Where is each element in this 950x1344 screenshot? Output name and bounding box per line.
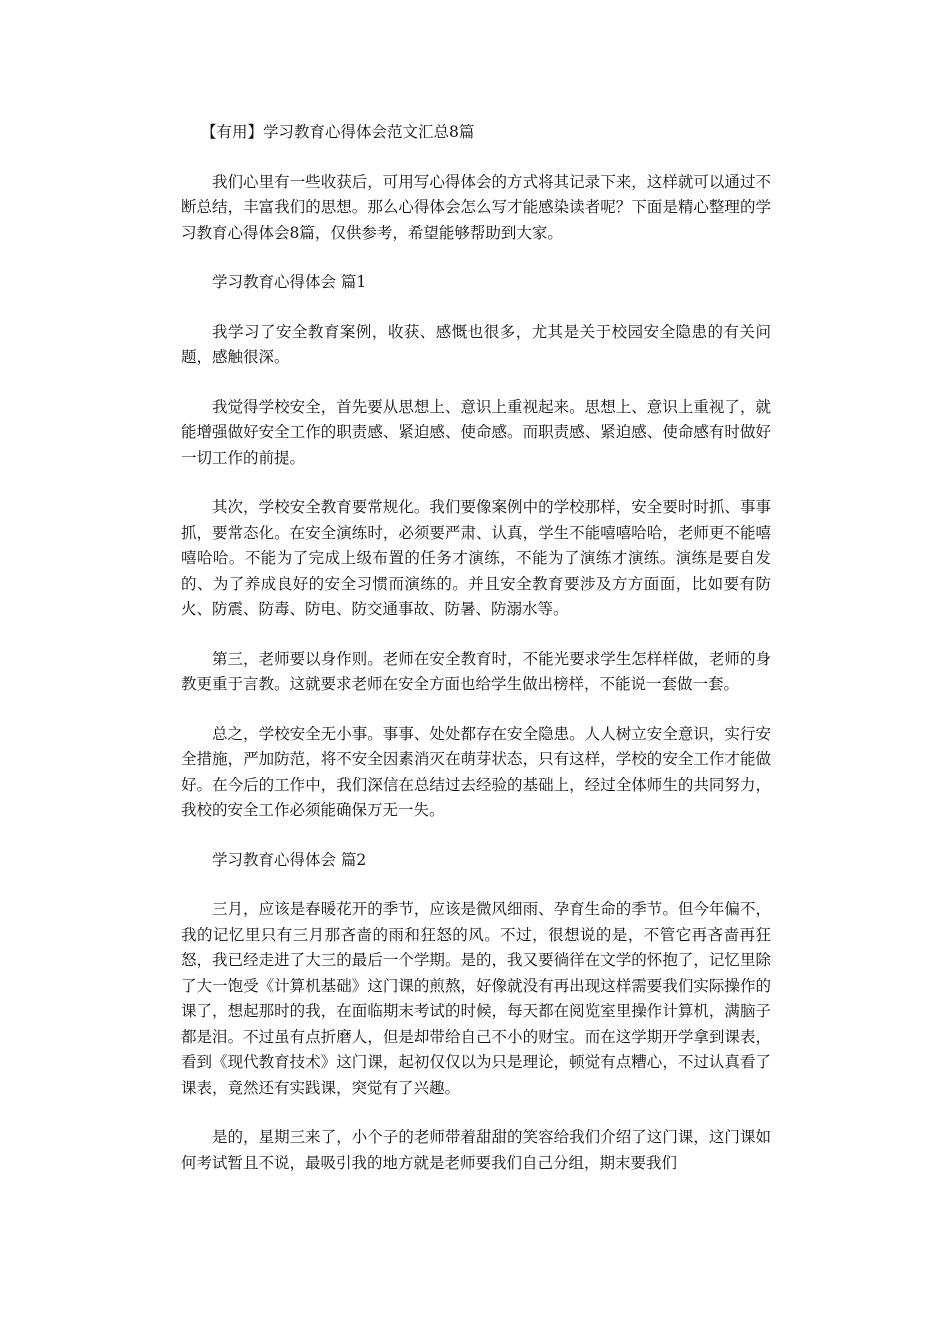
section-1-paragraph-4: 第三，老师要以身作则。老师在安全教育时，不能光要求学生怎样样做，老师的身教更重于言教。这就要求老师在安全方面也给学生做出榜样，不能说一套做一套。 <box>181 649 771 693</box>
document-page <box>181 120 771 1200</box>
section-1-paragraph-2: 我觉得学校安全，首先要从思想上、意识上重视起来。思想上、意识上重视了，就能增强做好安全工作的职责感、紧迫感、使命感。而职责感、紧迫感、使命感有时做好一切工作的前提。 <box>181 397 771 467</box>
section-2-paragraph-2: 是的，星期三来了，小个子的老师带着甜甜的笑容给我们介绍了这门课，这门课如何考试暂且不说，最吸引我的地方就是老师要我们自己分组，期末要我们 <box>181 1128 771 1172</box>
section-1-paragraph-3: 其次，学校安全教育要常规化。我们要像案例中的学校那样，安全要时时抓、事事抓，要常态化。在安全演练时，必须要严肃、认真，学生不能嘻嘻哈哈，老师更不能嘻嘻哈哈。不能为了完成上级布置的任务才演练，不能为了演练才演练。演练是要自发的、为了养成良好的安全习惯而演练的。并且安全教育要涉及方方面面，比如要有防火、防震、防毒、防电、防交通事故、防暑、防溺水等。 <box>181 498 771 618</box>
section-2-paragraph-1: 三月，应该是春暖花开的季节，应该是微风细雨、孕育生命的季节。但今年偏不，我的记忆里只有三月那吝啬的雨和狂怒的风。不过，很想说的是，不管它再吝啬再狂怒，我已经走进了大三的最后一个学期。是的，我又要徜徉在文学的怀抱了，记忆里除了大一饱受《计算机基础》这门课的煎熬，好像就没有再出现这样需要我们实际操作的课了，想起那时的我，在面临期末考试的时候，每天都在阅览室里操作计算机，满脑子都是泪。不过虽有点折磨人，但是却带给自己不小的财宝。而在这学期开学拿到课表，看到《现代教育技术》这门课，起初仅仅以为只是理论，顿觉有点糟心，不过认真看了课表，竟然还有实践课，突觉有了兴趣。 <box>181 900 771 1097</box>
section-1-paragraph-5: 总之，学校安全无小事。事事、处处都存在安全隐患。人人树立安全意识，实行安全措施，严加防范，将不安全因素消灭在萌芽状态，只有这样，学校的安全工作才能做好。在今后的工作中，我们深信在总结过去经验的基础上，经过全体师生的共同努力，我校的安全工作必须能确保万无一失。 <box>181 724 771 819</box>
section-2-heading: 学习教育心得体会 篇2 <box>212 850 367 869</box>
section-1-paragraph-1: 我学习了安全教育案例，收获、感慨也很多，尤其是关于校园安全隐患的有关问题，感触很深。 <box>181 322 771 366</box>
document-title: 【有用】学习教育心得体会范文汇总8篇 <box>201 123 475 141</box>
intro-paragraph: 我们心里有一些收获后，可用写心得体会的方式将其记录下来，这样就可以通过不断总结，丰富我们的思想。那么心得体会怎么写才能感染读者呢？下面是精心整理的学习教育心得体会8篇，仅供参考，希望能够帮助到大家。 <box>181 172 771 242</box>
section-1-heading: 学习教育心得体会 篇1 <box>212 273 367 291</box>
